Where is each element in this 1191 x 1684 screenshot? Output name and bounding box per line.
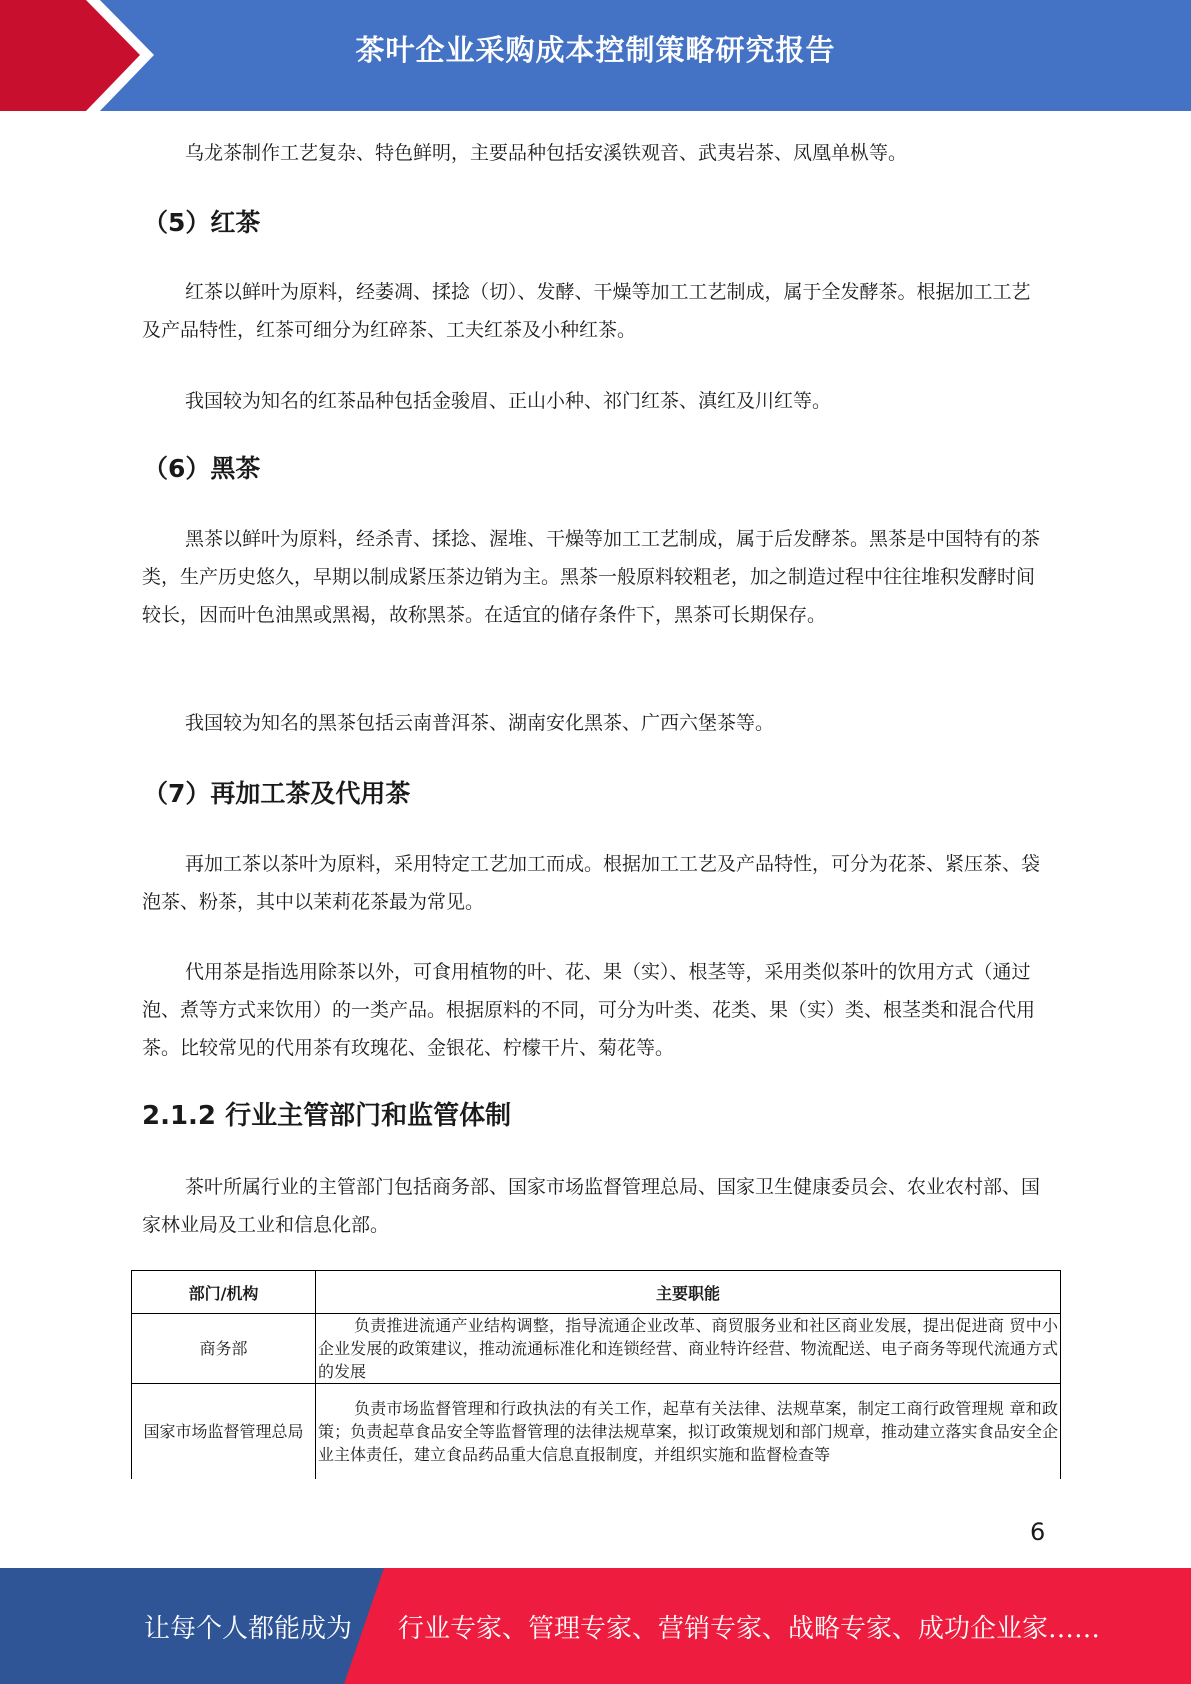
- table-cell-duty: 负责市场监督管理和行政执法的有关工作，起草有关法律、法规草案，制定工商行政管理规 章和政策；负责起草食品安全等监督管理的法律法规草案，拟订政策规划和部门规章，推动建立落实食品安全企业主体责任，建立食品药品重大信息直报制度，并组织实施和监督检查等: [316, 1384, 1061, 1480]
- paragraph-dark-tea-2: 我国较为知名的黑茶包括云南普洱茶、湖南安化黑茶、广西六堡茶等。: [185, 712, 775, 734]
- report-title: 茶叶企业采购成本控制策略研究报告: [355, 33, 836, 67]
- table-row: [132, 1384, 1061, 1480]
- paragraph-dark-tea-1: 黑茶以鲜叶为原料，经杀青、揉捻、渥堆、干燥等加工工艺制成，属于后发酵茶。黑茶是中国特有的茶类，生产历史悠久，早期以制成紧压茶边销为主。黑茶一般原料较粗老，加之制造过程中往往堆积发酵时间较长，因而叶色油黑或黑褐，故称黑茶。在适宜的储存条件下，黑茶可长期保存。: [142, 528, 1041, 626]
- column-header-duty: 主要职能: [316, 1271, 1061, 1314]
- footer-slogan-right: 行业专家、管理专家、营销专家、战略专家、成功企业家……: [398, 1614, 1101, 1644]
- column-header-dept: 部门/机构: [132, 1271, 316, 1314]
- section-heading: 2.1.2 行业主管部门和监管体制: [142, 1101, 512, 1131]
- table-cell-dept: 商务部: [132, 1314, 316, 1384]
- paragraph-regulators: 茶叶所属行业的主管部门包括商务部、国家市场监督管理总局、国家卫生健康委员会、农业农村部、国家林业局及工业和信息化部。: [142, 1176, 1041, 1236]
- footer-slogan-left: 让每个人都能成为: [144, 1614, 353, 1644]
- page-header: [0, 0, 1191, 111]
- heading-dark-tea: （6）黑茶: [143, 454, 261, 483]
- table-cell-duty: 负责推进流通产业结构调整，指导流通企业改革、商贸服务业和社区商业发展，提出促进商 贸中小企业发展的政策建议，推动流通标准化和连锁经营、商业特许经营、物流配送、电子商务等现代流通方式的发展: [316, 1314, 1061, 1384]
- table-row: [132, 1314, 1061, 1384]
- paragraph-oolong: 乌龙茶制作工艺复杂、特色鲜明，主要品种包括安溪铁观音、武夷岩茶、凤凰单枞等。: [185, 142, 908, 164]
- heading-black-tea: （5）红茶: [143, 208, 261, 237]
- page-number: 6: [1030, 1518, 1046, 1546]
- paragraph-black-tea-1: 红茶以鲜叶为原料，经萎凋、揉捻（切）、发酵、干燥等加工工艺制成，属于全发酵茶。根据加工工艺及产品特性，红茶可细分为红碎茶、工夫红茶及小种红茶。: [142, 281, 1031, 341]
- table-cell-dept: 国家市场监督管理总局: [132, 1384, 316, 1480]
- paragraph-reprocessed-1: 再加工茶以茶叶为原料，采用特定工艺加工而成。根据加工工艺及产品特性，可分为花茶、紧压茶、袋泡茶、粉茶，其中以茉莉花茶最为常见。: [142, 853, 1041, 913]
- heading-reprocessed-tea: （7）再加工茶及代用茶: [143, 779, 411, 808]
- paragraph-reprocessed-2: 代用茶是指选用除茶以外，可食用植物的叶、花、果（实）、根茎等，采用类似茶叶的饮用方式（通过泡、煮等方式来饮用）的一类产品。根据原料的不同，可分为叶类、花类、果（实）类、根茎类和混合代用茶。比较常见的代用茶有玫瑰花、金银花、柠檬干片、菊花等。: [142, 961, 1036, 1059]
- page-break-mask: [120, 1479, 1080, 1519]
- page-footer: [0, 1568, 1191, 1684]
- regulator-table: [131, 1270, 1061, 1480]
- table-header-row: [132, 1271, 1061, 1314]
- paragraph-black-tea-2: 我国较为知名的红茶品种包括金骏眉、正山小种、祁门红茶、滇红及川红等。: [185, 390, 832, 412]
